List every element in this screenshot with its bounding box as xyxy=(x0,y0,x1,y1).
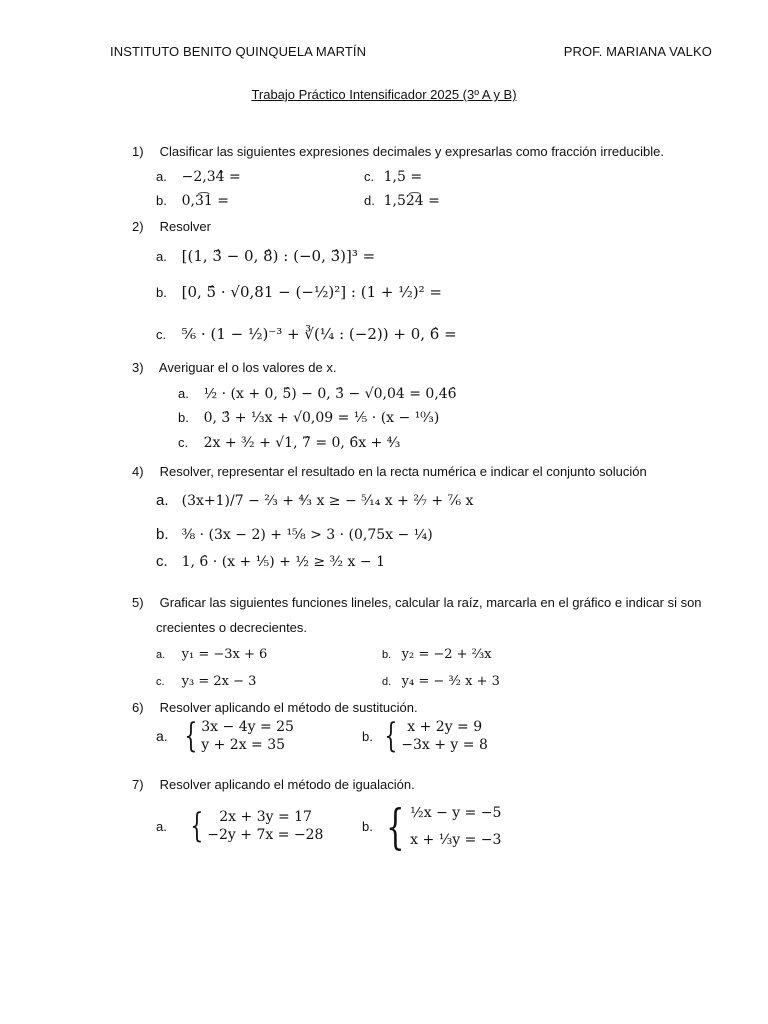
item-label: b. xyxy=(362,728,373,744)
item-label: b. xyxy=(156,193,167,208)
item-label: b. xyxy=(362,819,373,835)
expression: 1, 6̂ · (x + ⅕) + ½ ≥ ³⁄₂ x − 1 xyxy=(181,554,385,570)
q6-item-a xyxy=(156,716,294,757)
q4-item-a xyxy=(156,492,473,509)
item-label: b. xyxy=(382,649,392,661)
item-label: c. xyxy=(156,327,167,342)
brace-icon: { xyxy=(189,806,203,847)
q2-item-a xyxy=(156,247,375,265)
q4-item-c xyxy=(156,553,385,570)
item-label: a. xyxy=(156,492,169,509)
item-label: a. xyxy=(156,649,166,661)
question-2 xyxy=(132,219,211,234)
expression: 2x + ³⁄₂ + √1, 7̂ = 0, 6̂x + ⁴⁄₃ xyxy=(203,435,401,451)
teacher-name: PROF. MARIANA VALKO xyxy=(563,44,712,59)
item-label: c. xyxy=(156,553,168,570)
q3-item-a xyxy=(178,386,457,402)
question-text: Averiguar el o los valores de x. xyxy=(158,360,337,375)
item-label: b. xyxy=(178,410,189,425)
expression: y₄ = − ³⁄₂ x + 3 xyxy=(401,674,500,689)
equation-system xyxy=(186,806,324,847)
item-label: a. xyxy=(156,249,167,264)
question-5 xyxy=(132,595,702,610)
question-7 xyxy=(132,777,415,792)
question-5-continued xyxy=(156,620,307,635)
school-name: INSTITUTO BENITO QUINQUELA MARTÍN xyxy=(110,44,367,59)
equation-2: −3x + y = 8 xyxy=(401,737,488,754)
equation-2: −2y + 7x = −28 xyxy=(207,827,324,844)
q6-item-b xyxy=(362,716,488,757)
expression: y₃ = 2x − 3 xyxy=(181,674,257,689)
equation-system xyxy=(380,800,502,853)
q3-item-b xyxy=(178,410,439,426)
question-number: 2) xyxy=(132,219,144,234)
question-3 xyxy=(132,360,336,375)
q4-item-b xyxy=(156,526,433,543)
question-text: crecientes o decrecientes. xyxy=(156,620,308,635)
q2-item-c xyxy=(156,325,457,343)
expression: 0, 3̂ + ⅓x + √0,09 = ⅕ · (x − ¹⁰⁄₃) xyxy=(203,410,440,426)
expression: y₂ = −2 + ⅔x xyxy=(401,647,492,662)
item-label: b. xyxy=(156,526,169,543)
item-label: d. xyxy=(382,676,392,688)
title-text: Trabajo Práctico Intensificador 2025 (3º A y B) xyxy=(251,87,517,102)
q2-item-b xyxy=(156,283,442,301)
question-number: 7) xyxy=(132,777,144,792)
equation-1: 2x + 3y = 17 xyxy=(219,809,312,825)
item-label: c. xyxy=(178,435,189,450)
equation-1: ½x − y = −5 xyxy=(410,805,502,821)
expression: 0,3͡1 = xyxy=(181,193,229,209)
question-6 xyxy=(132,700,418,715)
question-text: Resolver aplicando el método de igualación. xyxy=(159,777,415,792)
item-label: c. xyxy=(156,676,165,688)
brace-icon: { xyxy=(183,716,197,757)
expression: ⅜ · (3x − 2) + ¹⁵⁄₈ > 3 · (0,75x − ¼) xyxy=(181,527,433,543)
expression: [(1, 3̂ − 0, 8̂) : (−0, 3̂)]³ = xyxy=(181,247,376,265)
equation-system xyxy=(380,716,488,757)
question-number: 6) xyxy=(132,700,144,715)
expression: ⁵⁄₆ · (1 − ½)⁻³ + ∛(¼ : (−2)) + 0, 6̂ = xyxy=(181,325,457,343)
brace-icon: { xyxy=(385,798,405,855)
expression: 1,5 = xyxy=(383,169,423,185)
q5-item-c xyxy=(156,673,256,689)
q1-item-b xyxy=(156,193,229,209)
item-label: b. xyxy=(156,285,167,300)
question-number: 5) xyxy=(132,595,144,610)
question-text: Resolver, representar el resultado en la recta numérica e indicar el conjunto solución xyxy=(159,464,647,479)
expression: ½ · (x + 0, 5̂) − 0, 3̂ − √0,04 = 0,46̂ xyxy=(203,386,457,402)
question-number: 1) xyxy=(132,144,144,159)
question-1 xyxy=(132,144,664,159)
q5-item-d xyxy=(382,673,500,689)
item-label: a. xyxy=(156,728,168,745)
expression: y₁ = −3x + 6 xyxy=(181,647,268,662)
equation-2: y + 2x = 35 xyxy=(201,737,286,754)
expression: (3x+1)/7 − ⅔ + ⁴⁄₃ x ≥ − ⁵⁄₁₄ x + ²⁄₇ + ⁷⁄₆ x xyxy=(181,493,474,509)
equation-1: x + 2y = 9 xyxy=(407,719,483,735)
question-text: Graficar las siguientes funciones lineles, calcular la raíz, marcarla en el gráfico e indicar si son xyxy=(159,595,702,610)
q5-item-b xyxy=(382,646,492,662)
expression: [0, 5̂ · √0,81 − (−½)²] : (1 + ½)² = xyxy=(181,283,442,301)
expression: 1,52͡4 = xyxy=(383,193,440,209)
item-label: d. xyxy=(364,193,375,208)
question-text: Resolver xyxy=(159,219,211,234)
brace-icon: { xyxy=(383,716,397,757)
item-label: a. xyxy=(156,169,167,184)
item-label: a. xyxy=(156,818,167,834)
q5-item-a xyxy=(156,646,267,662)
equation-1: 3x − 4y = 25 xyxy=(201,719,294,735)
q1-item-c xyxy=(364,169,422,185)
expression: −2,34̂ = xyxy=(181,169,241,185)
equation-2: x + ⅓y = −3 xyxy=(410,831,502,848)
item-label: c. xyxy=(364,169,375,184)
question-number: 3) xyxy=(132,360,144,375)
question-text: Clasificar las siguientes expresiones decimales y expresarlas como fracción irreducible. xyxy=(159,144,664,159)
q7-item-a xyxy=(156,806,324,847)
question-text: Resolver aplicando el método de sustitución. xyxy=(159,700,418,715)
q7-item-b xyxy=(362,800,501,853)
question-4 xyxy=(132,464,647,479)
page-title xyxy=(0,87,768,102)
q1-item-a xyxy=(156,169,241,185)
question-number: 4) xyxy=(132,464,144,479)
equation-system xyxy=(180,716,294,757)
q1-item-d xyxy=(364,193,440,209)
item-label: a. xyxy=(178,386,189,401)
q3-item-c xyxy=(178,435,400,451)
